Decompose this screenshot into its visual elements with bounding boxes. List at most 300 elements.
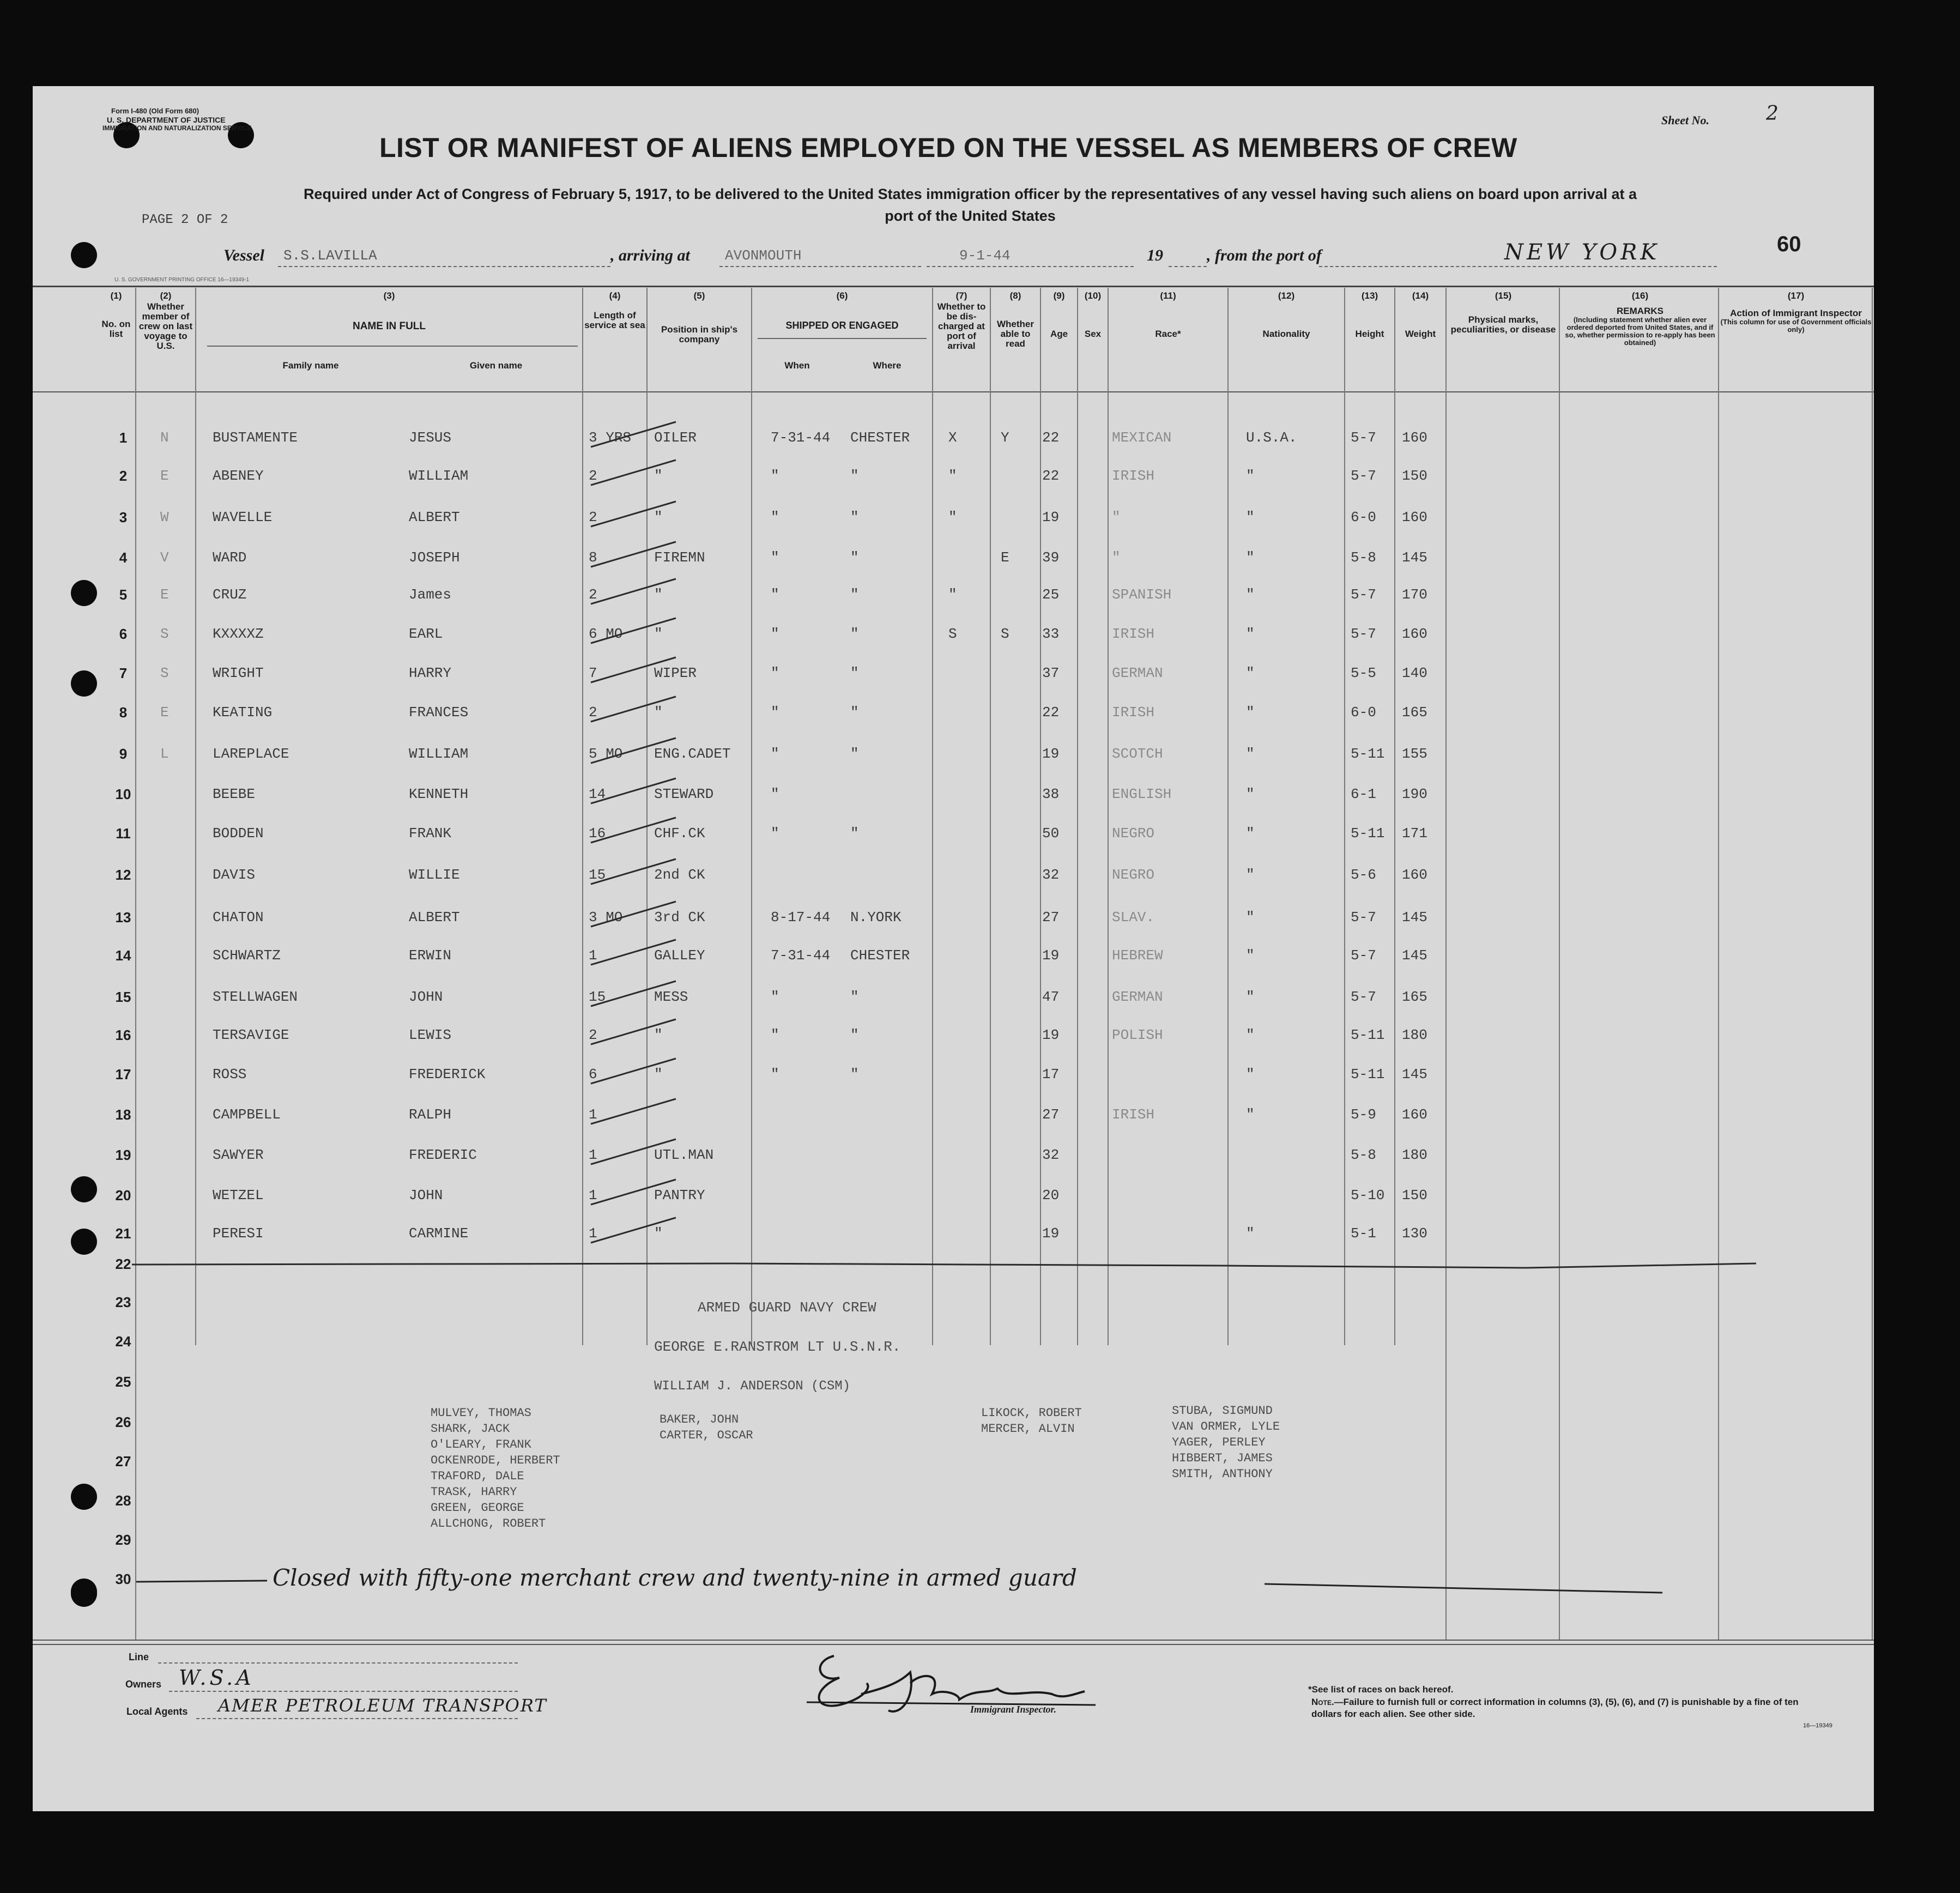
cell-race: NEGRO — [1112, 825, 1155, 842]
cell-service: 1 — [589, 1187, 597, 1203]
cell-race: IRISH — [1112, 626, 1155, 642]
cell-family: WARD — [213, 549, 247, 566]
col-header-given-name: Given name — [469, 360, 523, 371]
armed-guard-member: GREEN, GEORGE — [431, 1501, 524, 1515]
cell-read: Y — [1001, 430, 1009, 446]
armed-guard-member: MULVEY, THOMAS — [431, 1406, 531, 1420]
cell-c2: S — [160, 626, 169, 642]
cell-family: KEATING — [213, 704, 273, 721]
page-title: LIST OR MANIFEST OF ALIENS EMPLOYED ON THE VESSEL AS MEMBERS OF CREW — [379, 132, 1517, 163]
owners-underline — [169, 1691, 518, 1692]
cell-position: " — [654, 1027, 663, 1043]
races-note: *See list of races on back hereof. — [1308, 1684, 1454, 1695]
cell-no: 10 — [115, 786, 131, 802]
cell-given: James — [409, 586, 452, 603]
cell-height: 6-1 — [1351, 786, 1376, 802]
cell-family: LAREPLACE — [213, 746, 289, 762]
cell-height: 5-6 — [1351, 867, 1376, 883]
cell-family: SAWYER — [213, 1147, 264, 1163]
col-header-sex: (10) Sex — [1084, 291, 1102, 339]
cell-given: ALBERT — [409, 909, 460, 926]
cell-nationality: " — [1246, 586, 1255, 603]
cell-height: 5-9 — [1351, 1106, 1376, 1123]
cell-height: 5-11 — [1351, 1066, 1385, 1082]
cell-where: " — [850, 746, 859, 762]
cell-age: 19 — [1042, 947, 1060, 964]
cell-given: ERWIN — [409, 947, 452, 964]
strike-mark — [589, 775, 681, 808]
strike-mark — [589, 1136, 681, 1169]
cell-position: 2nd CK — [654, 867, 705, 883]
cell-age: 47 — [1042, 989, 1060, 1005]
cell-height: 6-0 — [1351, 704, 1376, 721]
cell-race: POLISH — [1112, 1027, 1163, 1043]
cell-no: 20 — [115, 1187, 131, 1203]
vessel-name: S.S.LAVILLA — [283, 247, 377, 264]
cell-given: FRANK — [409, 825, 452, 842]
armed-guard-column-4 — [1172, 1403, 1280, 1482]
cell-position: ENG.CADET — [654, 746, 731, 762]
cell-discharged: " — [948, 509, 957, 525]
col-header-name: (3) NAME IN FULL — [352, 291, 426, 332]
cell-nationality: " — [1246, 1066, 1255, 1082]
cell-service: 16 — [589, 825, 606, 842]
cell-weight: 155 — [1402, 746, 1427, 762]
cell-no: 7 — [119, 665, 128, 681]
cell-age: 19 — [1042, 509, 1060, 525]
cell-height: 5-5 — [1351, 665, 1376, 681]
cell-given: WILLIE — [409, 867, 460, 883]
cell-position: " — [654, 509, 663, 525]
cell-given: HARRY — [409, 665, 452, 681]
strike-mark — [589, 693, 681, 726]
strike-mark — [589, 735, 681, 767]
cell-no: 17 — [115, 1066, 131, 1082]
cell-given: EARL — [409, 626, 443, 642]
cell-position: 3rd CK — [654, 909, 705, 926]
armed-guard-member: BAKER, JOHN — [660, 1413, 739, 1426]
cell-position: WIPER — [654, 665, 697, 681]
cell-height: 5-7 — [1351, 989, 1376, 1005]
col-header-shipped-when: When — [784, 360, 810, 371]
failure-note-text: —Failure to furnish full or correct information in columns (3), (5), (6), and (7) is punishable by a fine of ten dollars for each alien. See other side. — [1311, 1697, 1799, 1719]
col-header-shipped: (6) SHIPPED OR ENGAGED — [785, 291, 899, 331]
agents-label: Local Agents — [126, 1706, 188, 1717]
armed-guard-member: TRAFORD, DALE — [431, 1469, 524, 1483]
cell-no: 8 — [119, 704, 128, 721]
cell-weight: 140 — [1402, 665, 1427, 681]
cell-weight: 160 — [1402, 1106, 1427, 1123]
cell-service: 2 — [589, 468, 597, 484]
cell-weight: 150 — [1402, 1187, 1427, 1203]
cell-read: S — [1001, 626, 1009, 642]
agents-underline — [196, 1718, 518, 1719]
cell-given: WILLIAM — [409, 746, 469, 762]
cell-given: JOHN — [409, 1187, 443, 1203]
cell-nationality: " — [1246, 786, 1255, 802]
cell-age: 25 — [1042, 586, 1060, 603]
cell-service: 7 — [589, 665, 597, 681]
cell-given: KENNETH — [409, 786, 469, 802]
cell-height: 5-7 — [1351, 626, 1376, 642]
cell-c2: E — [160, 704, 169, 721]
col-header-weight: (14) Weight — [1405, 291, 1436, 339]
strike-mark — [589, 1214, 681, 1247]
cell-no: 14 — [115, 947, 131, 964]
armed-guard-column-1 — [431, 1405, 560, 1532]
from-port: NEW YORK — [1504, 240, 1660, 265]
cell-family: WAVELLE — [213, 509, 273, 525]
armed-guard-member: VAN ORMER, LYLE — [1172, 1420, 1280, 1434]
cell-weight: 171 — [1402, 825, 1427, 842]
armed-guard-member: OCKENRODE, HERBERT — [431, 1454, 560, 1467]
cell-height: 5-7 — [1351, 430, 1376, 446]
inspector-label: Immigrant Inspector. — [970, 1704, 1057, 1715]
year-label: 19 — [1147, 246, 1163, 264]
strike-mark — [589, 654, 681, 687]
strike-mark — [589, 856, 681, 888]
cell-service: 2 — [589, 1027, 597, 1043]
armed-guard-heading: ARMED GUARD NAVY CREW — [698, 1299, 876, 1316]
cell-discharged: X — [948, 430, 957, 446]
cell-family: CHATON — [213, 909, 264, 926]
subtitle-line-1: Required under Act of Congress of February 5, 1917, to be delivered to the United States immigration officer by the representatives of any vessel having such aliens on board upon arrival at a — [303, 186, 1637, 202]
cell-no: 5 — [119, 586, 128, 603]
cell-position: OILER — [654, 430, 697, 446]
cell-position: STEWARD — [654, 786, 714, 802]
failure-note-label: Note. — [1311, 1697, 1334, 1707]
cell-race: IRISH — [1112, 704, 1155, 721]
strike-mark — [589, 539, 681, 571]
cell-nationality: " — [1246, 509, 1255, 525]
cell-service: 6 MO — [589, 626, 623, 642]
cell-service: 15 — [589, 989, 606, 1005]
owners-value: W.S.A — [179, 1666, 255, 1690]
cell-c2: V — [160, 549, 169, 566]
cell-family: PERESI — [213, 1225, 264, 1242]
manifest-sheet — [33, 86, 1874, 1811]
cell-c2: E — [160, 586, 169, 603]
cell-where: CHESTER — [850, 947, 910, 964]
cell-height: 5-11 — [1351, 825, 1385, 842]
line-label: Line — [129, 1652, 149, 1662]
cell-weight: 145 — [1402, 909, 1427, 926]
cell-read: E — [1001, 549, 1009, 566]
cell-weight: 145 — [1402, 549, 1427, 566]
line-underline — [158, 1662, 518, 1664]
cell-discharged: " — [948, 586, 957, 603]
cell-where: " — [850, 586, 859, 603]
cell-weight: 165 — [1402, 704, 1427, 721]
cell-age: 22 — [1042, 704, 1060, 721]
cell-race: GERMAN — [1112, 665, 1163, 681]
cell-race: SCOTCH — [1112, 746, 1163, 762]
cell-height: 5-7 — [1351, 909, 1376, 926]
cell-c2: L — [160, 746, 169, 762]
cell-service: 2 — [589, 509, 597, 525]
cell-position: " — [654, 468, 663, 484]
cell-race: GERMAN — [1112, 989, 1163, 1005]
arriving-label: , arriving at — [610, 246, 690, 264]
cell-service: 3 MO — [589, 909, 623, 926]
cell-family: SCHWARTZ — [213, 947, 281, 964]
cell-where: " — [850, 665, 859, 681]
cell-race: HEBREW — [1112, 947, 1163, 964]
cell-given: CARMINE — [409, 1225, 469, 1242]
row-number: 28 — [115, 1492, 131, 1509]
cell-family: BEEBE — [213, 786, 256, 802]
row-number: 30 — [115, 1571, 131, 1587]
strike-mark — [589, 419, 681, 451]
armed-guard-member: SHARK, JACK — [431, 1422, 510, 1436]
cell-weight: 145 — [1402, 947, 1427, 964]
cell-position: GALLEY — [654, 947, 705, 964]
cell-when: " — [771, 586, 779, 603]
cell-c2: N — [160, 430, 169, 446]
armed-guard-member: CARTER, OSCAR — [660, 1429, 753, 1442]
armed-guard-column-2 — [660, 1412, 753, 1443]
cell-height: 5-11 — [1351, 746, 1385, 762]
crew-table — [33, 86, 1874, 1811]
col-header-race: (11) Race* — [1155, 291, 1181, 339]
cell-weight: 180 — [1402, 1147, 1427, 1163]
cell-position: CHF.CK — [654, 825, 705, 842]
armed-guard-member: ALLCHONG, ROBERT — [431, 1517, 546, 1531]
row-number: 22 — [115, 1256, 131, 1272]
strike-mark — [589, 1055, 681, 1088]
cell-nationality: " — [1246, 909, 1255, 926]
cell-position: " — [654, 1225, 663, 1242]
cell-weight: 160 — [1402, 430, 1427, 446]
cell-family: CAMPBELL — [213, 1106, 281, 1123]
cell-when: 7-31-44 — [771, 947, 831, 964]
armed-guard-member: O'LEARY, FRANK — [431, 1438, 531, 1451]
cell-service: 5 MO — [589, 746, 623, 762]
cell-weight: 160 — [1402, 867, 1427, 883]
cell-position: " — [654, 1066, 663, 1082]
cell-family: ABENEY — [213, 468, 264, 484]
cell-no: 16 — [115, 1027, 131, 1043]
cell-family: STELLWAGEN — [213, 989, 298, 1005]
cell-weight: 160 — [1402, 626, 1427, 642]
armed-guard-member: LIKOCK, ROBERT — [981, 1406, 1082, 1420]
cell-age: 50 — [1042, 825, 1060, 842]
cell-race: " — [1112, 549, 1121, 566]
cell-when: 8-17-44 — [771, 909, 831, 926]
cell-given: WILLIAM — [409, 468, 469, 484]
cell-service: 2 — [589, 704, 597, 721]
cell-age: 33 — [1042, 626, 1060, 642]
cell-given: FREDERIC — [409, 1147, 477, 1163]
cell-height: 5-8 — [1351, 1147, 1376, 1163]
cell-age: 22 — [1042, 430, 1060, 446]
cell-given: FRANCES — [409, 704, 469, 721]
cell-service: 15 — [589, 867, 606, 883]
cell-where: " — [850, 989, 859, 1005]
cell-nationality: " — [1246, 1225, 1255, 1242]
cell-when: " — [771, 665, 779, 681]
cell-position: " — [654, 626, 663, 642]
closing-note: Closed with fifty-one merchant crew and twenty-nine in armed guard — [273, 1564, 1077, 1591]
row-number: 26 — [115, 1414, 131, 1430]
cell-race: SPANISH — [1112, 586, 1172, 603]
cell-given: JOHN — [409, 989, 443, 1005]
cell-when: " — [771, 468, 779, 484]
form-id: Form I-480 (Old Form 680) — [111, 107, 199, 115]
armed-guard-member: STUBA, SIGMUND — [1172, 1404, 1273, 1418]
cell-where: CHESTER — [850, 430, 910, 446]
strike-mark — [589, 1016, 681, 1049]
cell-given: JESUS — [409, 430, 452, 446]
cell-c2: S — [160, 665, 169, 681]
cell-family: CRUZ — [213, 586, 247, 603]
cell-age: 39 — [1042, 549, 1060, 566]
cell-race: MEXICAN — [1112, 430, 1172, 446]
strike-mark — [589, 1176, 681, 1209]
cell-family: DAVIS — [213, 867, 256, 883]
cell-nationality: " — [1246, 704, 1255, 721]
cell-nationality: " — [1246, 665, 1255, 681]
cell-position: " — [654, 586, 663, 603]
cell-height: 5-7 — [1351, 947, 1376, 964]
cell-weight: 145 — [1402, 1066, 1427, 1082]
cell-family: BODDEN — [213, 825, 264, 842]
cell-age: 37 — [1042, 665, 1060, 681]
cell-when: " — [771, 989, 779, 1005]
strike-mark — [589, 498, 681, 531]
form-dept: U. S. DEPARTMENT OF JUSTICE — [107, 116, 226, 124]
printing-office: U. S. GOVERNMENT PRINTING OFFICE 16—19349-1 — [114, 277, 250, 283]
cell-height: 5-1 — [1351, 1225, 1376, 1242]
cell-age: 32 — [1042, 1147, 1060, 1163]
cell-when: " — [771, 786, 779, 802]
strike-mark — [589, 814, 681, 847]
cell-where: N.YORK — [850, 909, 902, 926]
cell-service: 14 — [589, 786, 606, 802]
col-header-read: (8) Whether able to read — [997, 291, 1034, 349]
cell-age: 20 — [1042, 1187, 1060, 1203]
col-header-shipped-where: Where — [873, 360, 902, 371]
cell-weight: 160 — [1402, 509, 1427, 525]
strike-mark — [589, 978, 681, 1011]
cell-no: 6 — [119, 626, 128, 642]
cell-nationality: " — [1246, 468, 1255, 484]
cell-weight: 180 — [1402, 1027, 1427, 1043]
cell-nationality: " — [1246, 989, 1255, 1005]
cell-when: " — [771, 746, 779, 762]
cell-family: KXXXXZ — [213, 626, 264, 642]
cell-no: 11 — [116, 825, 131, 842]
armed-guard-member: TRASK, HARRY — [431, 1485, 517, 1499]
from-port-label: , from the port of — [1207, 246, 1322, 264]
cell-race: ENGLISH — [1112, 786, 1172, 802]
cell-no: 15 — [115, 989, 131, 1005]
cell-nationality: " — [1246, 867, 1255, 883]
cell-age: 17 — [1042, 1066, 1060, 1082]
cell-no: 19 — [115, 1147, 131, 1163]
cell-age: 22 — [1042, 468, 1060, 484]
cell-no: 18 — [115, 1106, 131, 1123]
cell-service: 1 — [589, 1106, 597, 1123]
cell-where: " — [850, 626, 859, 642]
col-header-discharged: (7) Whether to be dis-charged at port of arrival — [937, 291, 986, 351]
cell-given: LEWIS — [409, 1027, 452, 1043]
row-number: 29 — [115, 1532, 131, 1548]
cell-given: JOSEPH — [409, 549, 460, 566]
cell-given: RALPH — [409, 1106, 452, 1123]
cell-weight: 130 — [1402, 1225, 1427, 1242]
cell-position: UTL.MAN — [654, 1147, 714, 1163]
cell-family: WRIGHT — [213, 665, 264, 681]
cell-discharged: " — [948, 468, 957, 484]
strike-mark — [589, 576, 681, 608]
closing-rule-left — [136, 1576, 273, 1587]
cell-when: " — [771, 509, 779, 525]
cell-given: ALBERT — [409, 509, 460, 525]
strike-mark — [589, 457, 681, 489]
cell-height: 5-10 — [1351, 1187, 1385, 1203]
cell-age: 32 — [1042, 867, 1060, 883]
form-code: 16—19349 — [1803, 1722, 1832, 1729]
failure-note — [1311, 1696, 1802, 1720]
cell-family: WETZEL — [213, 1187, 264, 1203]
vessel-label: Vessel — [223, 246, 264, 264]
cell-when: " — [771, 704, 779, 721]
cell-service: 8 — [589, 549, 597, 566]
cell-race: IRISH — [1112, 468, 1155, 484]
cell-c2: W — [160, 509, 169, 525]
cell-weight: 170 — [1402, 586, 1427, 603]
cell-when: " — [771, 1066, 779, 1082]
row-number: 25 — [115, 1374, 131, 1390]
cell-age: 38 — [1042, 786, 1060, 802]
cell-nationality: " — [1246, 825, 1255, 842]
cell-weight: 190 — [1402, 786, 1427, 802]
cell-nationality: " — [1246, 626, 1255, 642]
strike-mark — [589, 1096, 681, 1128]
col-header-height: (13) Height — [1355, 291, 1384, 339]
col-header-crew-last-voyage: (2) Whether member of crew on last voyage to U.S. — [138, 291, 193, 351]
cell-age: 19 — [1042, 1027, 1060, 1043]
cell-nationality: " — [1246, 1106, 1255, 1123]
closing-rule-right — [1265, 1581, 1668, 1597]
cell-race: IRISH — [1112, 1106, 1155, 1123]
col-header-family-name: Family name — [282, 360, 339, 371]
row-number: 23 — [115, 1294, 131, 1310]
cell-age: 27 — [1042, 909, 1060, 926]
cell-when: " — [771, 825, 779, 842]
form-service: IMMIGRATION AND NATURALIZATION SERVICE — [102, 124, 252, 132]
cell-position: MESS — [654, 989, 688, 1005]
cell-position: " — [654, 704, 663, 721]
cell-height: 5-11 — [1351, 1027, 1385, 1043]
cell-family: TERSAVIGE — [213, 1027, 289, 1043]
col-header-inspector-action: (17) Action of Immigrant Inspector (This column for use of Government officials only) — [1720, 291, 1872, 334]
cell-age: 19 — [1042, 746, 1060, 762]
col-header-age: (9) Age — [1050, 291, 1068, 339]
strike-mark — [589, 898, 681, 931]
cell-no: 21 — [115, 1225, 131, 1242]
row-number: 27 — [115, 1453, 131, 1469]
cell-no: 3 — [119, 509, 128, 525]
cell-height: 5-7 — [1351, 468, 1376, 484]
col-header-service-length: (4) Length of service at sea — [584, 291, 645, 330]
cell-when: 7-31-44 — [771, 430, 831, 446]
armed-guard-member: HIBBERT, JAMES — [1172, 1451, 1273, 1465]
cell-where: " — [850, 704, 859, 721]
cell-weight: 165 — [1402, 989, 1427, 1005]
cell-nationality: " — [1246, 1027, 1255, 1043]
